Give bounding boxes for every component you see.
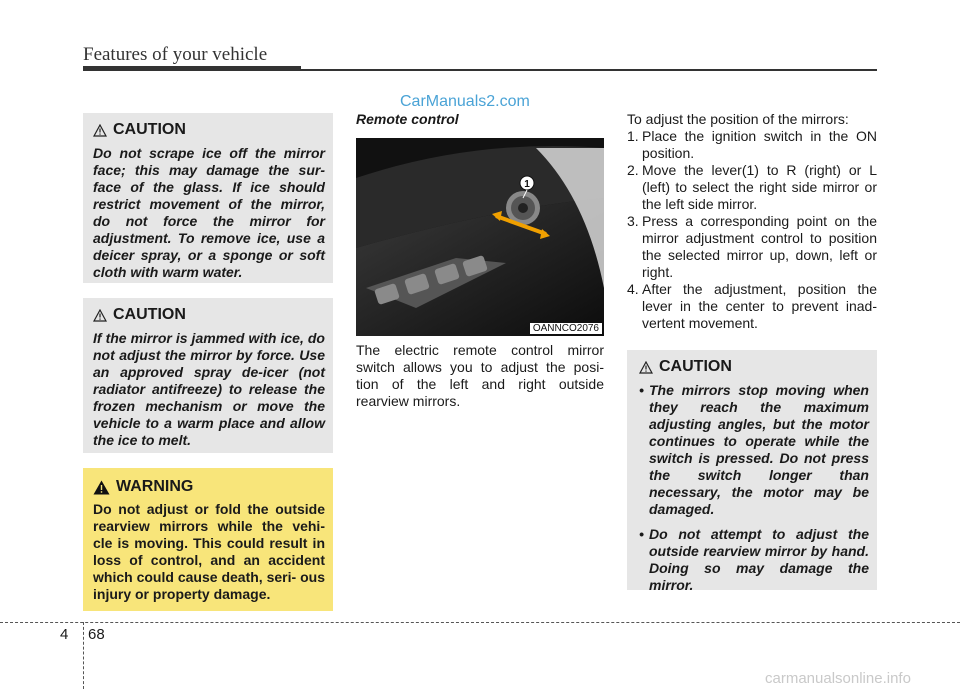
remote-control-body: The electric remote control mirror switch allows you to adjust the posi- tion of the left and right outside rearview mirrors. (356, 342, 604, 409)
header-rule-thick (83, 66, 301, 71)
caution-box-ice-scrape (83, 113, 333, 283)
caution-title: CAUTION (113, 121, 186, 138)
warning-box (83, 468, 333, 611)
list-item: 1. Place the ignition switch in the ON position. (627, 128, 877, 161)
caution-title: CAUTION (659, 358, 732, 375)
mirror-switch-photo (356, 138, 604, 336)
door-panel-illustration (356, 138, 604, 336)
caution-box-jammed-mirror (83, 298, 333, 453)
caution-triangle-icon (93, 309, 107, 322)
list-item: 2. Move the lever(1) to R (right) or L (left) to select the right side mirror or the left side mirror. (627, 162, 877, 212)
caution-bullet-list (639, 382, 869, 594)
caution-text: If the mirror is jammed with ice, do not adjust the mirror by force. Use an approved spray de-icer (not radiator antifreeze) to release the frozen mechanism or move the vehicle to a warm place and allow the ice to melt. (93, 330, 325, 448)
callout-number: 1 (524, 179, 530, 190)
warning-text: Do not adjust or fold the outside rearview mirrors while the vehi- cle is moving. This could result in loss of control, and an accident which could cause death, seri- ous injury or property damage. (93, 501, 325, 602)
page-section-number: 4 (60, 626, 69, 643)
list-item: • Do not attempt to adjust the outside rearview mirror by hand. Doing so may damage the mirror. (639, 526, 869, 594)
footer-rule (0, 622, 960, 623)
warning-triangle-icon (93, 480, 110, 495)
footer-divider (83, 622, 84, 689)
watermark-top: CarManuals2.com (400, 93, 530, 110)
image-code-label: OANNCO2076 (530, 323, 602, 334)
page-header-title: Features of your vehicle (83, 44, 268, 65)
caution-box-mirror-motor (627, 350, 877, 593)
caution-triangle-icon (93, 124, 107, 137)
list-item: 3. Press a corresponding point on the mirror adjustment control to position the selected mirror up, down, left or right. (627, 213, 877, 280)
caution-title: CAUTION (113, 306, 186, 323)
header-rule-thin (301, 69, 877, 71)
list-item: • The mirrors stop moving when they reach the maximum adjusting angles, but the motor continues to operate while the switch is pressed. Do not press the switch longer than necessary, the motor may be damaged. (639, 382, 869, 518)
adjust-intro: To adjust the position of the mirrors: (627, 111, 849, 127)
warning-title: WARNING (116, 478, 194, 495)
section-heading: Remote control (356, 111, 459, 127)
watermark-bottom: carmanualsonline.info (765, 670, 911, 687)
page-number: 68 (88, 626, 105, 643)
caution-text: Do not scrape ice off the mirror face; this may damage the sur- face of the glass. If ice should restrict movement of the mirror, do not force the mirror for adjustment. To remove ice, use a deicer spray, or a sponge or soft cloth with warm water. (93, 145, 325, 280)
list-item: 4. After the adjustment, position the lever in the center to prevent inad- vertent movement. (627, 281, 877, 331)
adjust-steps-list (627, 128, 877, 332)
caution-triangle-icon (639, 361, 653, 374)
